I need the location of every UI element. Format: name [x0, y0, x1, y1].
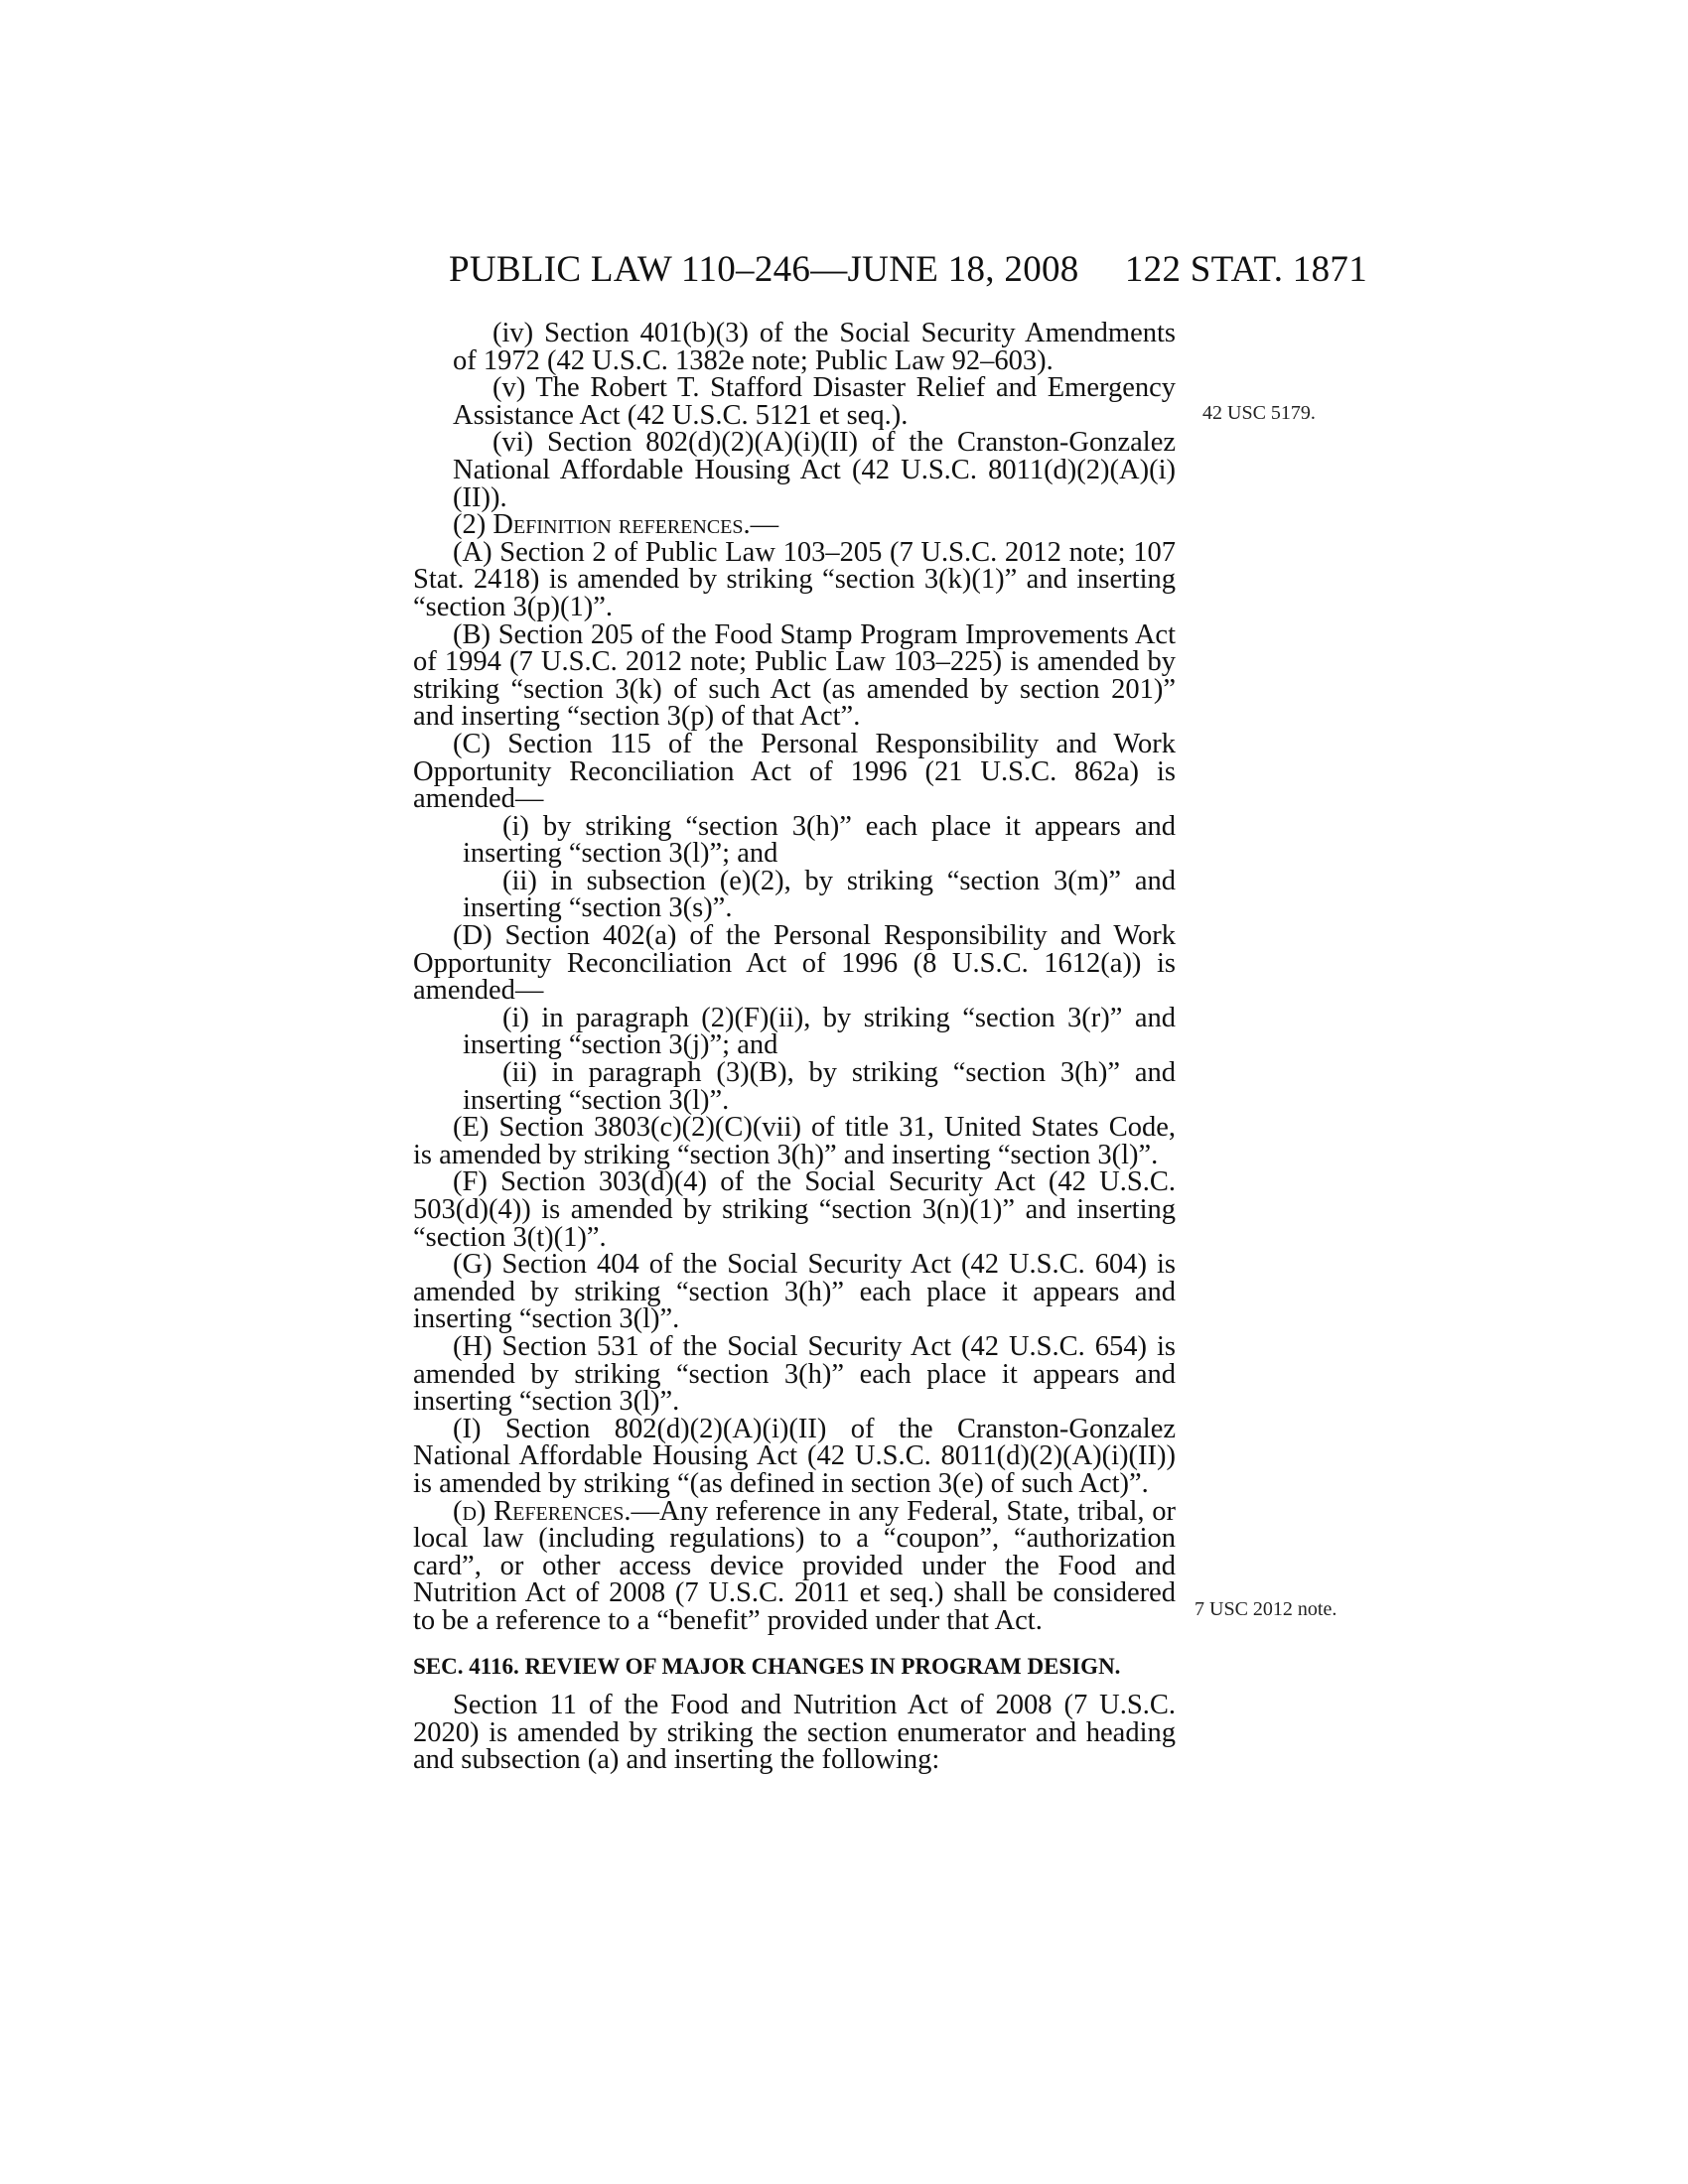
section-heading: SEC. 4116. REVIEW OF MAJOR CHANGES IN PROGRAM DESIGN.: [413, 1653, 1121, 1679]
subparagraph-e: (E) Section 3803(c)(2)(C)(vii) of title 31, United States Code, is amended by striking “section 3(h)” and inserting “section 3(l)”.: [413, 1112, 1176, 1170]
margin-note-42-usc: 42 USC 5179.: [1202, 402, 1316, 424]
header-law-title: PUBLIC LAW 110–246—JUNE 18, 2008: [449, 249, 1079, 290]
subparagraph-f: (F) Section 303(d)(4) of the Social Security Act (42 U.S.C. 503(d)(4)) is amended by striking “section 3(n)(1)” and inserting “section 3(t)(1)”.: [413, 1166, 1176, 1253]
definition-references-heading: (2) Definition references.—: [453, 509, 779, 541]
subparagraph-d: (D) Section 402(a) of the Personal Responsibility and Work Opportunity Reconciliation Act of 1996 (8 U.S.C. 1612(a)) is amended—: [413, 920, 1176, 1007]
subparagraph-c-i: (i) by striking “section 3(h)” each place it appears and inserting “section 3(l)”; and: [463, 810, 1176, 870]
subparagraph-a: (A) Section 2 of Public Law 103–205 (7 U.S.C. 2012 note; 107 Stat. 2418) is amended by striking “section 3(k)(1)” and inserting “section 3(p)(1)”.: [413, 536, 1176, 622]
subparagraph-c: (C) Section 115 of the Personal Responsibility and Work Opportunity Reconciliation Act of 1996 (21 U.S.C. 862a) is amended—: [413, 728, 1176, 815]
subparagraph-d-i: (i) in paragraph (2)(F)(ii), by striking “section 3(r)” and inserting “section 3(j)”; and: [463, 1002, 1176, 1061]
header-stat-page: 122 STAT. 1871: [1124, 249, 1367, 290]
section-text: Section 11 of the Food and Nutrition Act of 2008 (7 U.S.C. 2020) is amended by striking the section enumerator and heading and subsection (a) and inserting the following:: [413, 1690, 1176, 1776]
subparagraph-i: (I) Section 802(d)(2)(A)(i)(II) of the Cranston-Gonzalez National Affordable Housing Act (42 U.S.C. 8011(d)(2)(A)(i)(II)) is amended by striking “(as defined in section 3(e) of such Act)”.: [413, 1413, 1176, 1499]
page-header: [449, 248, 1367, 291]
clause-iv: (iv) Section 401(b)(3) of the Social Security Amendments of 1972 (42 U.S.C. 1382e note; Public Law 92–603).: [453, 318, 1176, 376]
subparagraph-c-ii: (ii) in subsection (e)(2), by striking “section 3(m)” and inserting “section 3(s)”.: [463, 865, 1176, 924]
document-body: [413, 320, 1176, 1774]
subparagraph-b: (B) Section 205 of the Food Stamp Program Improvements Act of 1994 (7 U.S.C. 2012 note; Public Law 103–225) is amended by striking “section 3(k) of such Act (as amended by section 201)” and inserting “section 3(p) of that Act”.: [413, 618, 1176, 733]
subsection-d: [413, 1495, 1176, 1636]
subsection-d-text: Any reference in any Federal, State, tribal, or local law (including regulations) to a “coupon”, “authorization card”, or other access device provided under the Food and Nutrition Act of 2008 (7 U.S.C. 2011 et seq.) shall be considered to be a reference to a “benefit” provided under that Act.: [413, 1495, 1176, 1636]
subparagraph-h: (H) Section 531 of the Social Security Act (42 U.S.C. 654) is amended by striking “section 3(h)” each place it appears and inserting “section 3(l)”.: [413, 1330, 1176, 1418]
clause-v: (v) The Robert T. Stafford Disaster Relief and Emergency Assistance Act (42 U.S.C. 5121 et seq.).: [453, 372, 1176, 431]
subparagraph-d-ii: (ii) in paragraph (3)(B), by striking “section 3(h)” and inserting “section 3(l)”.: [463, 1057, 1176, 1116]
clause-vi: (vi) Section 802(d)(2)(A)(i)(II) of the Cranston-Gonzalez National Affordable Housing Act (42 U.S.C. 8011(d)(2)(A)(i)(II)).: [453, 427, 1176, 513]
subparagraph-g: (G) Section 404 of the Social Security Act (42 U.S.C. 604) is amended by striking “section 3(h)” each place it appears and inserting “section 3(l)”.: [413, 1249, 1176, 1335]
margin-note-7-usc: 7 USC 2012 note.: [1195, 1598, 1337, 1620]
subsection-d-label: (d) References.—: [453, 1495, 659, 1527]
